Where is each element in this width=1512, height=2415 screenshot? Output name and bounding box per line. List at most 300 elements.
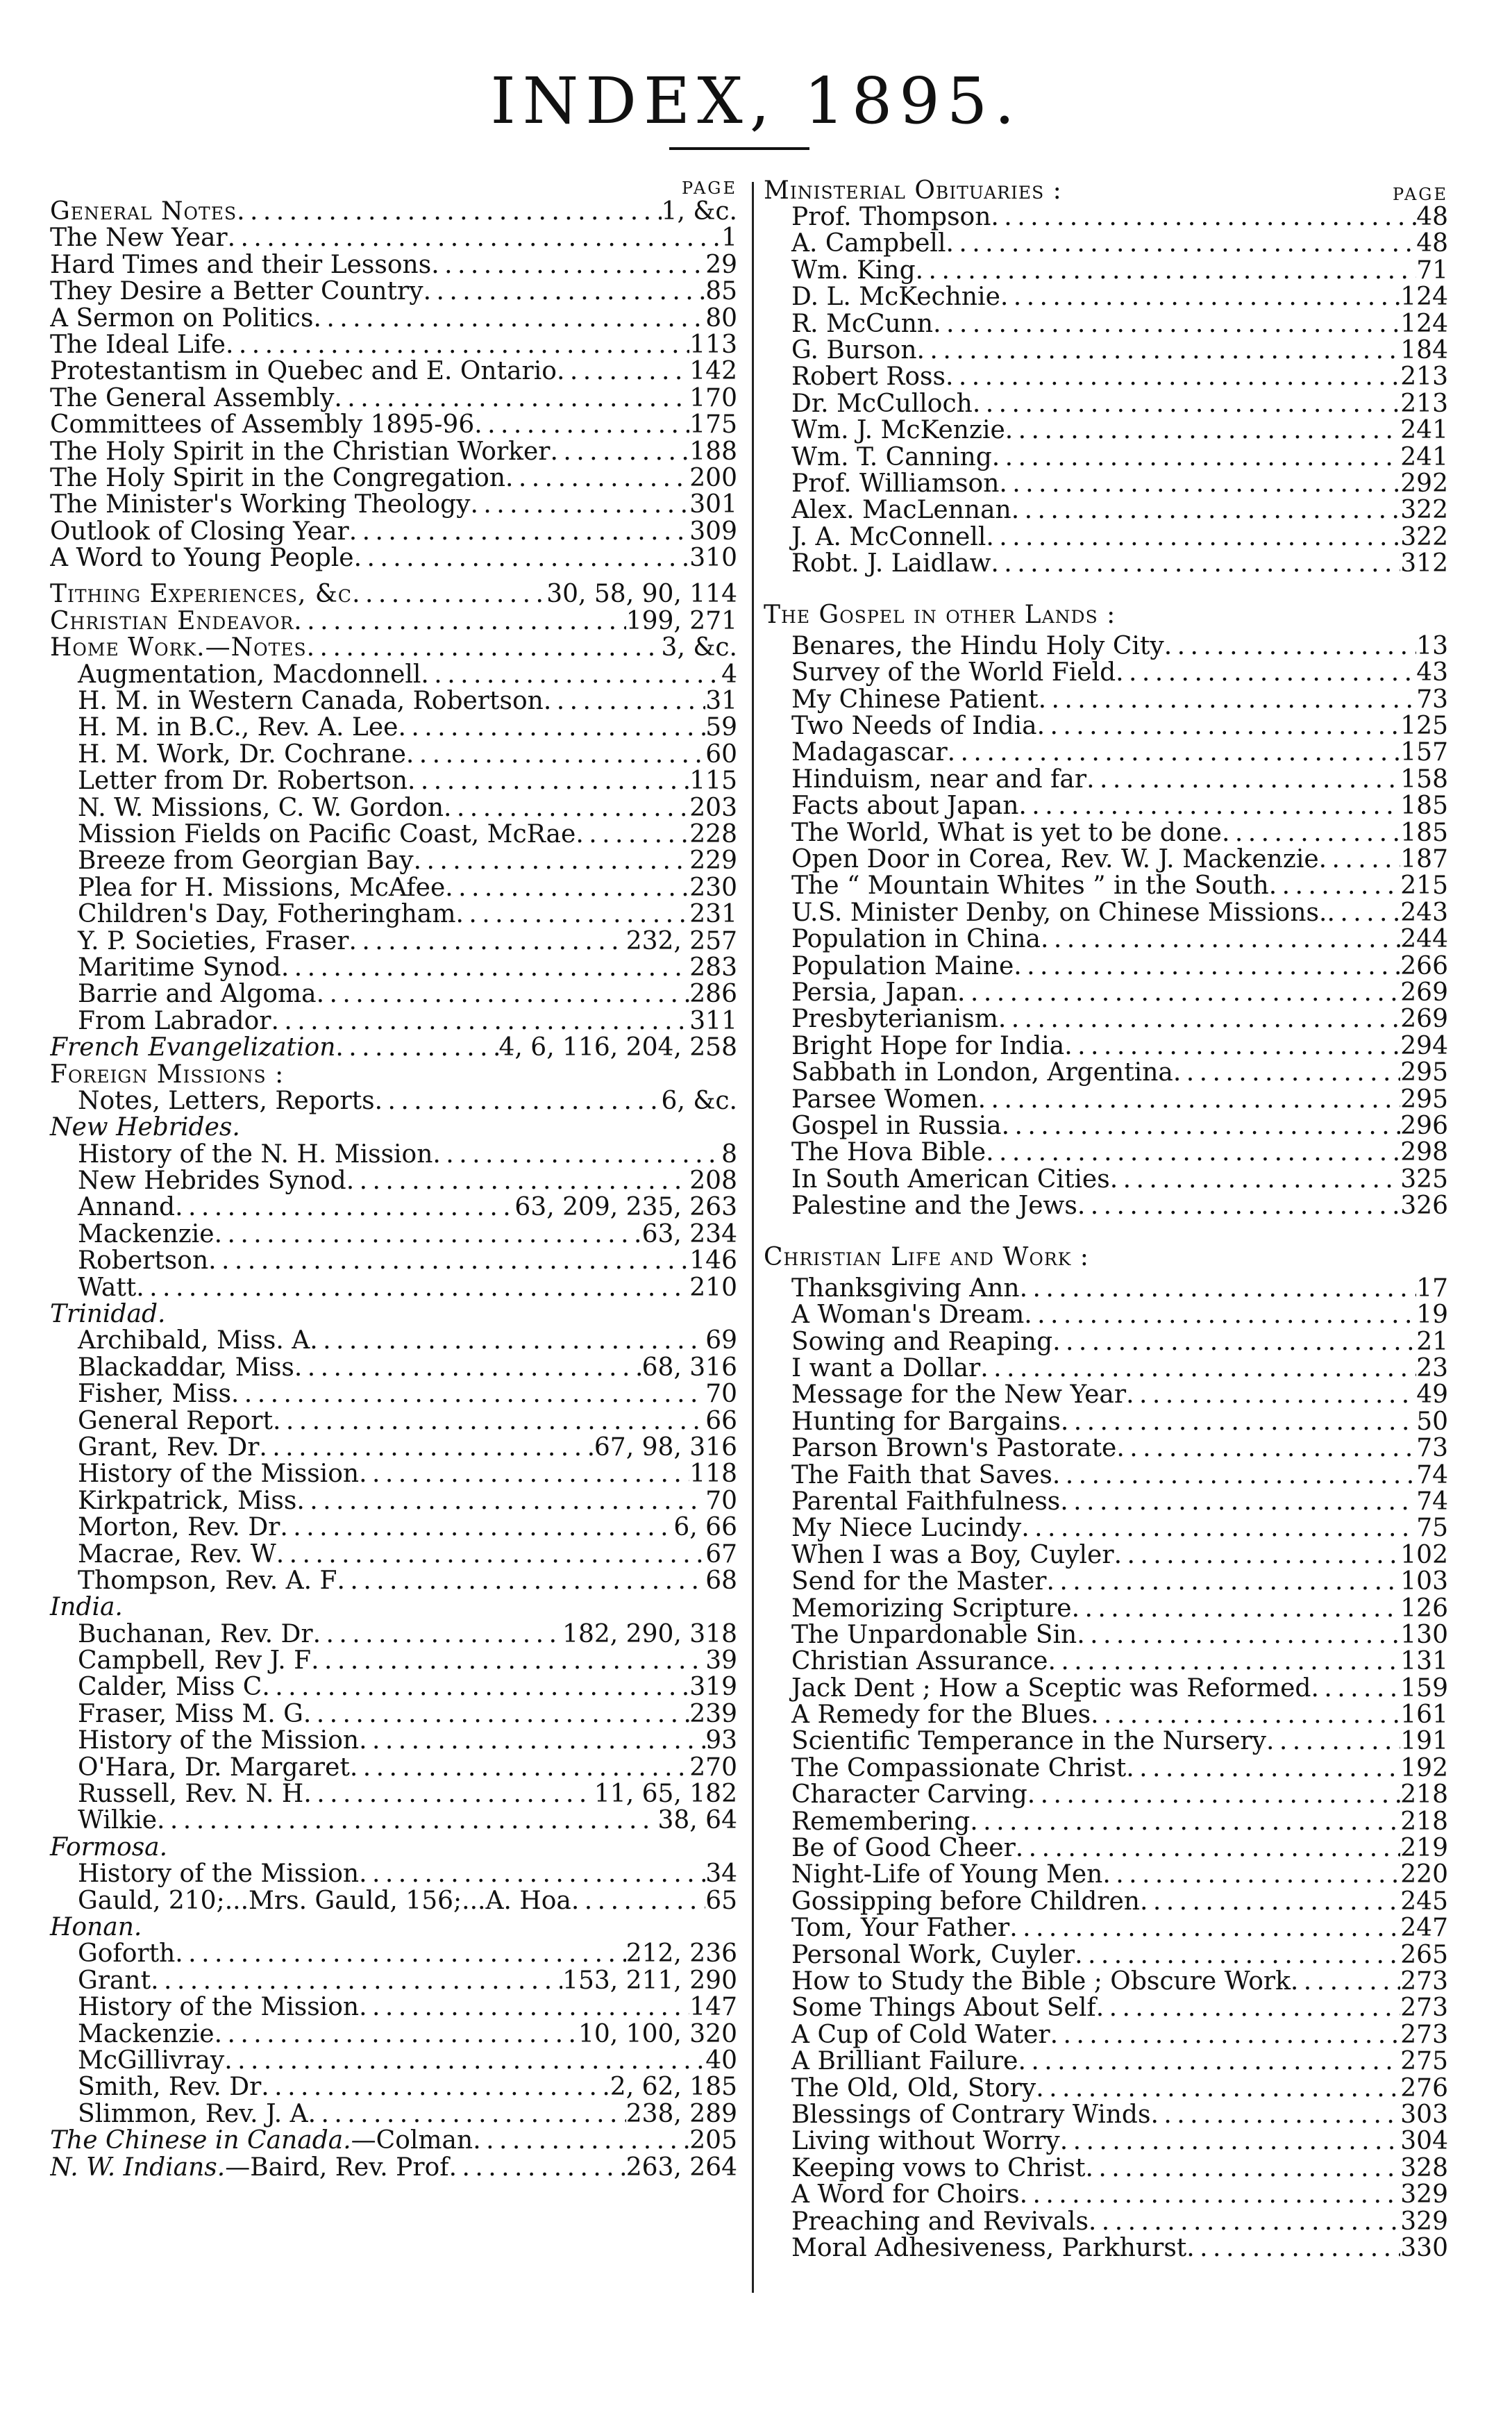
new-hebrides-list	[50, 1142, 737, 1301]
index-entry	[764, 1835, 1448, 1862]
index-entry	[50, 252, 737, 278]
index-entry	[50, 662, 737, 688]
entry-title: Two Needs of India	[791, 713, 1037, 740]
index-entry	[764, 1942, 1448, 1969]
entry-title: Gauld, 210;...Mrs. Gauld, 156;...A. Hoa	[78, 1887, 571, 1914]
index-entry	[764, 1060, 1448, 1086]
entry-title: Augmentation, Macdonnell	[78, 661, 421, 689]
entry-title: Barrie and Algoma	[78, 981, 317, 1008]
entry-page: 244	[1400, 926, 1448, 953]
leader-dots	[444, 795, 689, 821]
leader-dots	[1061, 1409, 1416, 1435]
entry-page: 322	[1400, 497, 1448, 524]
leader-dots	[1064, 1033, 1400, 1060]
entry-title: Children's Day, Fotheringham	[78, 901, 456, 928]
index-entry	[764, 1755, 1448, 1782]
entry-title: My Chinese Patient	[791, 686, 1039, 714]
index-entry	[764, 1139, 1448, 1166]
index-entry	[50, 225, 737, 251]
leader-dots	[933, 311, 1400, 337]
entry-title: The Ideal Life	[50, 331, 226, 359]
leader-dots	[398, 715, 705, 741]
entry-page: 103	[1400, 1569, 1448, 1596]
leader-dots	[1046, 1569, 1400, 1595]
entry-title: History of the Mission	[78, 1728, 360, 1755]
index-entry	[50, 1541, 737, 1568]
entry-title: H. M. in Western Canada, Robertson	[78, 688, 544, 715]
entry-page: 124	[1400, 310, 1448, 337]
leader-dots	[226, 332, 689, 358]
index-entry	[50, 848, 737, 874]
entry-page: 328	[1400, 2155, 1448, 2182]
leader-dots	[1050, 2022, 1401, 2048]
entry-title: General Report	[78, 1407, 273, 1435]
entry-title: Madagascar	[791, 739, 948, 767]
entry-page: 325	[1400, 1166, 1448, 1194]
entry-page: 40	[705, 2047, 737, 2075]
entry-title: Send for the Master	[791, 1569, 1047, 1596]
leader-dots	[1016, 1835, 1400, 1862]
entry-page: 159	[1400, 1675, 1448, 1703]
entry-title: A Woman's Dream	[791, 1302, 1025, 1329]
entry-page: 93	[705, 1728, 737, 1755]
index-entry	[50, 519, 737, 545]
entry-page: 273	[1400, 1995, 1448, 2022]
index-entry	[764, 1809, 1448, 1835]
entry-page: 191	[1400, 1728, 1448, 1755]
entry-page: 292	[1400, 470, 1448, 498]
entry-title: History of the Mission	[78, 1461, 360, 1488]
entry-page: 322	[1400, 524, 1448, 551]
leader-dots	[414, 848, 690, 874]
entry-title: Gossipping before Children	[791, 1888, 1140, 1916]
leader-dots	[980, 1355, 1416, 1382]
index-entry	[50, 928, 737, 955]
entry-title: Scientific Temperance in the Nursery	[791, 1728, 1266, 1755]
entry-title: Grant, Rev. Dr	[78, 1434, 260, 1462]
index-entry	[764, 1515, 1448, 1541]
entry-title: Grant	[78, 1967, 151, 1995]
leader-dots	[998, 1006, 1400, 1033]
entry-title: Morton, Rev. Dr	[78, 1514, 280, 1541]
right-column	[764, 178, 1448, 2262]
obituaries-list	[764, 204, 1448, 577]
entry-title: U.S. Minister Denby, on Chinese Missions.	[791, 899, 1327, 927]
entry-page: 63, 234	[641, 1221, 737, 1248]
index-entry	[764, 284, 1448, 310]
leader-dots	[1041, 926, 1400, 953]
index-entry	[764, 1302, 1448, 1328]
index-entry	[764, 1648, 1448, 1675]
entry-page: 273	[1400, 2021, 1448, 2049]
entry-page: 68, 316	[641, 1354, 737, 1382]
index-entry	[764, 1969, 1448, 1995]
entry-title: The Hova Bible	[791, 1139, 986, 1167]
leader-dots	[1039, 687, 1417, 713]
left-column	[50, 178, 737, 2181]
leader-dots	[1052, 1462, 1416, 1489]
index-entry	[50, 688, 737, 715]
index-entry	[764, 767, 1448, 793]
leader-dots	[1186, 2235, 1400, 2262]
entry-page: 229	[689, 848, 737, 875]
entry-title: They Desire a Better Country	[50, 278, 423, 306]
entry-page: 218	[1400, 1808, 1448, 1836]
index-entry	[50, 1755, 737, 1781]
entry-title: Keeping vows to Christ	[791, 2155, 1086, 2182]
leader-dots	[1005, 417, 1401, 444]
leader-dots	[208, 1248, 689, 1274]
entry-page: 269	[1400, 1006, 1448, 1033]
index-entry	[764, 1382, 1448, 1408]
entry-title: Presbyterianism	[791, 1006, 998, 1033]
index-entry	[50, 1728, 737, 1754]
christian-endeavor-entry: Christian Endeavor . . . 199, 271	[50, 608, 737, 635]
entry-page: 23	[1416, 1355, 1448, 1382]
leader-dots	[311, 1648, 705, 1674]
entry-page: 113	[689, 331, 737, 359]
entry-title: A Cup of Cold Water	[791, 2021, 1050, 2049]
entry-page: 200	[689, 465, 737, 492]
entry-page: 13	[1416, 633, 1448, 660]
leader-dots	[1024, 1302, 1416, 1328]
leader-dots	[948, 739, 1401, 766]
entry-page: 75	[1416, 1515, 1448, 1542]
leader-dots	[1037, 713, 1401, 739]
index-entry	[764, 1167, 1448, 1193]
index-entry	[50, 412, 737, 438]
index-entry	[764, 1435, 1448, 1462]
entry-page: 1	[721, 225, 737, 252]
entry-title: Memorizing Scripture	[791, 1595, 1072, 1622]
leader-dots	[1311, 1676, 1400, 1702]
entry-page: 2, 62, 185	[610, 2074, 737, 2101]
entry-title: New Hebrides Synod	[78, 1168, 346, 1195]
entry-page: 4	[721, 661, 737, 689]
french-evangelization-entry: French Evangelization . . . 4, 6, 116, 204, 258	[50, 1035, 737, 1061]
entry-page: 48	[1416, 204, 1448, 231]
leader-dots	[557, 358, 689, 385]
entry-title: I want a Dollar	[791, 1355, 981, 1382]
entry-title: The New Year	[50, 225, 228, 252]
index-entry	[764, 1087, 1448, 1113]
leader-dots	[151, 1968, 562, 1994]
leader-dots	[1000, 284, 1400, 310]
entry-page: 170	[689, 385, 737, 412]
index-entry	[764, 900, 1448, 926]
entry-page: 68	[705, 1567, 737, 1595]
entry-title: Persia, Japan	[791, 979, 958, 1007]
entry-title: Maritime Synod	[78, 954, 281, 982]
leader-dots	[1089, 2209, 1400, 2235]
foreign-notes-entry: Notes, Letters, Reports . . . 6, &c.	[50, 1088, 737, 1114]
entry-title: The Faith that Saves	[791, 1462, 1052, 1489]
index-entry	[764, 953, 1448, 980]
entry-page: 10, 100, 320	[578, 2021, 737, 2048]
index-entry	[764, 1489, 1448, 1515]
entry-title: Message for the New Year	[791, 1382, 1127, 1409]
entry-page: 21	[1416, 1328, 1448, 1356]
entry-title: How to Study the Bible ; Obscure Work	[791, 1969, 1291, 1996]
index-entry	[764, 311, 1448, 337]
index-entry	[50, 2101, 737, 2128]
entry-page: 329	[1400, 2208, 1448, 2235]
entry-page: 67, 98, 316	[594, 1434, 737, 1462]
index-entry	[50, 1248, 737, 1274]
leader-dots	[576, 821, 689, 848]
entry-page: 153, 211, 290	[562, 1967, 737, 1995]
index-entry	[50, 1514, 737, 1541]
entry-title: Parental Faithfulness	[791, 1488, 1061, 1516]
index-entry	[764, 1676, 1448, 1702]
leader-dots	[1009, 1915, 1400, 1941]
entry-title: A Brilliant Failure	[791, 2048, 1018, 2075]
entry-title: Watt	[78, 1274, 137, 1302]
entry-title: Macrae, Rev. W	[78, 1541, 276, 1568]
leader-dots	[917, 337, 1401, 364]
entry-page: 73	[1416, 686, 1448, 714]
entry-page: 158	[1400, 766, 1448, 794]
entry-page: 269	[1400, 979, 1448, 1007]
leader-dots	[973, 391, 1400, 417]
leader-dots	[957, 980, 1400, 1006]
index-entry	[50, 1221, 737, 1248]
gospel-list	[764, 633, 1448, 1220]
index-entry	[50, 439, 737, 465]
leader-dots	[1020, 1276, 1417, 1302]
page-column-label: PAGE	[1393, 185, 1448, 204]
index-entry	[764, 1276, 1448, 1302]
index-entry	[764, 1006, 1448, 1033]
leader-dots	[1018, 793, 1400, 819]
index-entry	[50, 1008, 737, 1035]
entry-page: 273	[1400, 1969, 1448, 1996]
entry-page: 309	[689, 518, 737, 546]
entry-title: Tom, Your Father	[791, 1915, 1010, 1942]
leader-dots	[470, 492, 689, 518]
entry-title: Wm. T. Canning	[791, 444, 992, 471]
entry-page: 231	[689, 901, 737, 928]
leader-dots	[1116, 660, 1416, 686]
leader-dots	[1011, 497, 1401, 524]
entry-page: 126	[1400, 1595, 1448, 1622]
entry-page: 80	[705, 305, 737, 332]
leader-dots	[350, 1755, 689, 1781]
entry-title: Wm. J. McKenzie	[791, 417, 1005, 444]
entry-page: 326	[1400, 1193, 1448, 1220]
index-entry	[50, 278, 737, 305]
index-entry	[764, 364, 1448, 390]
leader-dots	[431, 252, 705, 278]
leader-dots	[334, 385, 689, 412]
index-entry	[50, 1488, 737, 1514]
entry-title: Hinduism, near and far	[791, 766, 1087, 794]
entry-page: 232, 257	[625, 928, 737, 955]
index-entry	[764, 633, 1448, 660]
index-entry	[764, 713, 1448, 739]
entry-page: 48	[1416, 231, 1448, 258]
entry-title: Robt. J. Laidlaw	[791, 551, 991, 578]
entry-page: 124	[1400, 284, 1448, 311]
leader-dots	[359, 1861, 705, 1887]
index-entry	[764, 2182, 1448, 2208]
entry-title: The Unpardonable Sin	[791, 1621, 1077, 1649]
index-entry	[764, 1542, 1448, 1569]
entry-title: Russell, Rev. N. H	[78, 1781, 304, 1808]
entry-page: 65	[705, 1887, 737, 1914]
leader-dots	[215, 2021, 578, 2048]
entry-title: Population Maine	[791, 953, 1014, 980]
entry-page: 131	[1400, 1648, 1448, 1676]
leader-dots	[991, 204, 1416, 231]
entry-title: Dr. McCulloch	[791, 390, 973, 418]
index-entry	[764, 2209, 1448, 2235]
entry-title: D. L. McKechnie	[791, 284, 1000, 311]
general-notes-list	[50, 225, 737, 571]
leader-dots	[349, 519, 690, 545]
leader-dots	[276, 1541, 705, 1568]
index-entry	[50, 1461, 737, 1487]
index-entry	[50, 875, 737, 901]
leader-dots	[1020, 2182, 1401, 2208]
entry-page: 102	[1400, 1541, 1448, 1569]
index-entry	[764, 926, 1448, 953]
entry-page: 219	[1400, 1835, 1448, 1862]
entry-page: 230	[689, 874, 737, 902]
entry-title: Annand	[78, 1194, 176, 1221]
entry-title: The Compassionate Christ	[791, 1755, 1127, 1782]
leader-dots	[406, 742, 705, 768]
gospel-heading: The Gospel in other Lands :	[764, 601, 1116, 630]
index-entry	[50, 1674, 737, 1700]
index-entry	[50, 821, 737, 848]
entry-page: 63, 209, 235, 263	[514, 1194, 737, 1221]
leader-dots	[1021, 1515, 1416, 1541]
index-entry	[50, 1408, 737, 1435]
entry-title: Remembering	[791, 1808, 971, 1836]
leader-dots	[175, 1194, 514, 1221]
entry-title: Fisher, Miss	[78, 1381, 231, 1408]
index-entry	[764, 1113, 1448, 1139]
leader-dots	[313, 1621, 562, 1648]
leader-dots	[259, 1435, 594, 1461]
index-entry	[764, 1702, 1448, 1728]
entry-page: 247	[1400, 1915, 1448, 1942]
index-entry	[50, 1968, 737, 1994]
leader-dots	[474, 412, 689, 438]
leader-dots	[310, 1328, 705, 1354]
index-entry	[50, 545, 737, 571]
index-entry	[50, 1168, 737, 1194]
index-entry	[50, 465, 737, 492]
entry-page: 243	[1400, 899, 1448, 927]
leader-dots	[303, 1701, 689, 1728]
index-entry	[50, 1861, 737, 1887]
leader-dots	[986, 1139, 1400, 1166]
index-entry	[764, 551, 1448, 577]
leader-dots	[970, 1809, 1400, 1835]
leader-dots	[1002, 1113, 1401, 1139]
entry-title: Jack Dent ; How a Sceptic was Reformed	[791, 1675, 1311, 1703]
entry-title: Wm. King	[791, 257, 916, 285]
leader-dots	[999, 471, 1400, 497]
entry-title: History of the N. H. Mission	[78, 1141, 433, 1169]
entry-title: H. M. Work, Dr. Cochrane	[78, 741, 406, 769]
trinidad-list	[50, 1328, 737, 1594]
index-entry	[50, 1142, 737, 1168]
index-entry	[50, 2048, 737, 2074]
entry-title: Facts about Japan	[791, 793, 1019, 820]
index-entry	[50, 1807, 737, 1834]
index-entry	[50, 981, 737, 1008]
entry-title: N. W. Missions, C. W. Gordon	[78, 794, 444, 821]
home-work-heading: Home Work.—Notes . . . 3, &c.	[50, 635, 737, 661]
obituaries-heading-row	[764, 178, 1448, 204]
entry-page: 69	[705, 1328, 737, 1355]
entry-page: 85	[705, 278, 737, 306]
entry-title: Open Door in Corea, Rev. W. J. Mackenzie	[791, 846, 1319, 874]
entry-title: A Word for Choirs	[791, 2182, 1020, 2209]
entry-title: When I was a Boy, Cuyler	[791, 1541, 1114, 1569]
entry-title: J. A. McConnell	[791, 524, 986, 551]
leader-dots	[408, 768, 689, 794]
entry-title: History of the Mission	[78, 1861, 360, 1888]
index-entry	[50, 795, 737, 821]
leader-dots	[262, 1674, 689, 1700]
index-entry	[764, 2235, 1448, 2262]
entry-title: Mission Fields on Pacific Coast, McRae	[78, 821, 576, 849]
leader-dots	[359, 1728, 705, 1754]
leader-dots	[313, 306, 705, 332]
honan-list	[50, 1941, 737, 2128]
index-entry	[764, 231, 1448, 257]
leader-dots	[1319, 846, 1401, 873]
leader-dots	[445, 875, 689, 901]
entry-title: Fraser, Miss M. G	[78, 1700, 303, 1728]
leader-dots	[303, 1781, 594, 1807]
entry-page: 157	[1400, 739, 1448, 767]
leader-dots	[1269, 873, 1401, 899]
entry-page: 239	[689, 1700, 737, 1728]
leader-dots	[421, 662, 721, 688]
entry-title: Some Things About Self	[791, 1995, 1096, 2022]
leader-dots	[1091, 1702, 1400, 1728]
leader-dots	[294, 1355, 642, 1381]
entry-title: The “ Mountain Whites ” in the South	[791, 873, 1269, 900]
index-entry	[764, 1995, 1448, 2021]
leader-dots	[916, 258, 1417, 284]
entry-page: 295	[1400, 1060, 1448, 1087]
index-entry	[50, 1781, 737, 1807]
formosa-subheading: Formosa.	[50, 1832, 168, 1862]
index-entry	[764, 1569, 1448, 1595]
entry-page: 74	[1416, 1488, 1448, 1516]
entry-title: Benares, the Hindu Holy City	[791, 633, 1164, 660]
entry-title: Breeze from Georgian Bay	[78, 848, 414, 875]
entry-page: 67	[705, 1541, 737, 1568]
leader-dots	[1048, 1648, 1400, 1675]
index-entry	[50, 1355, 737, 1381]
entry-page: 74	[1416, 1462, 1448, 1489]
entry-title: Wilkie	[78, 1807, 158, 1835]
leader-dots	[359, 1461, 689, 1487]
index-entry	[50, 332, 737, 358]
entry-title: Sowing and Reaping	[791, 1328, 1053, 1356]
entry-title: R. McCunn	[791, 310, 934, 337]
entry-page: 330	[1400, 2234, 1448, 2262]
index-entry	[50, 742, 737, 768]
index-entry	[764, 846, 1448, 873]
